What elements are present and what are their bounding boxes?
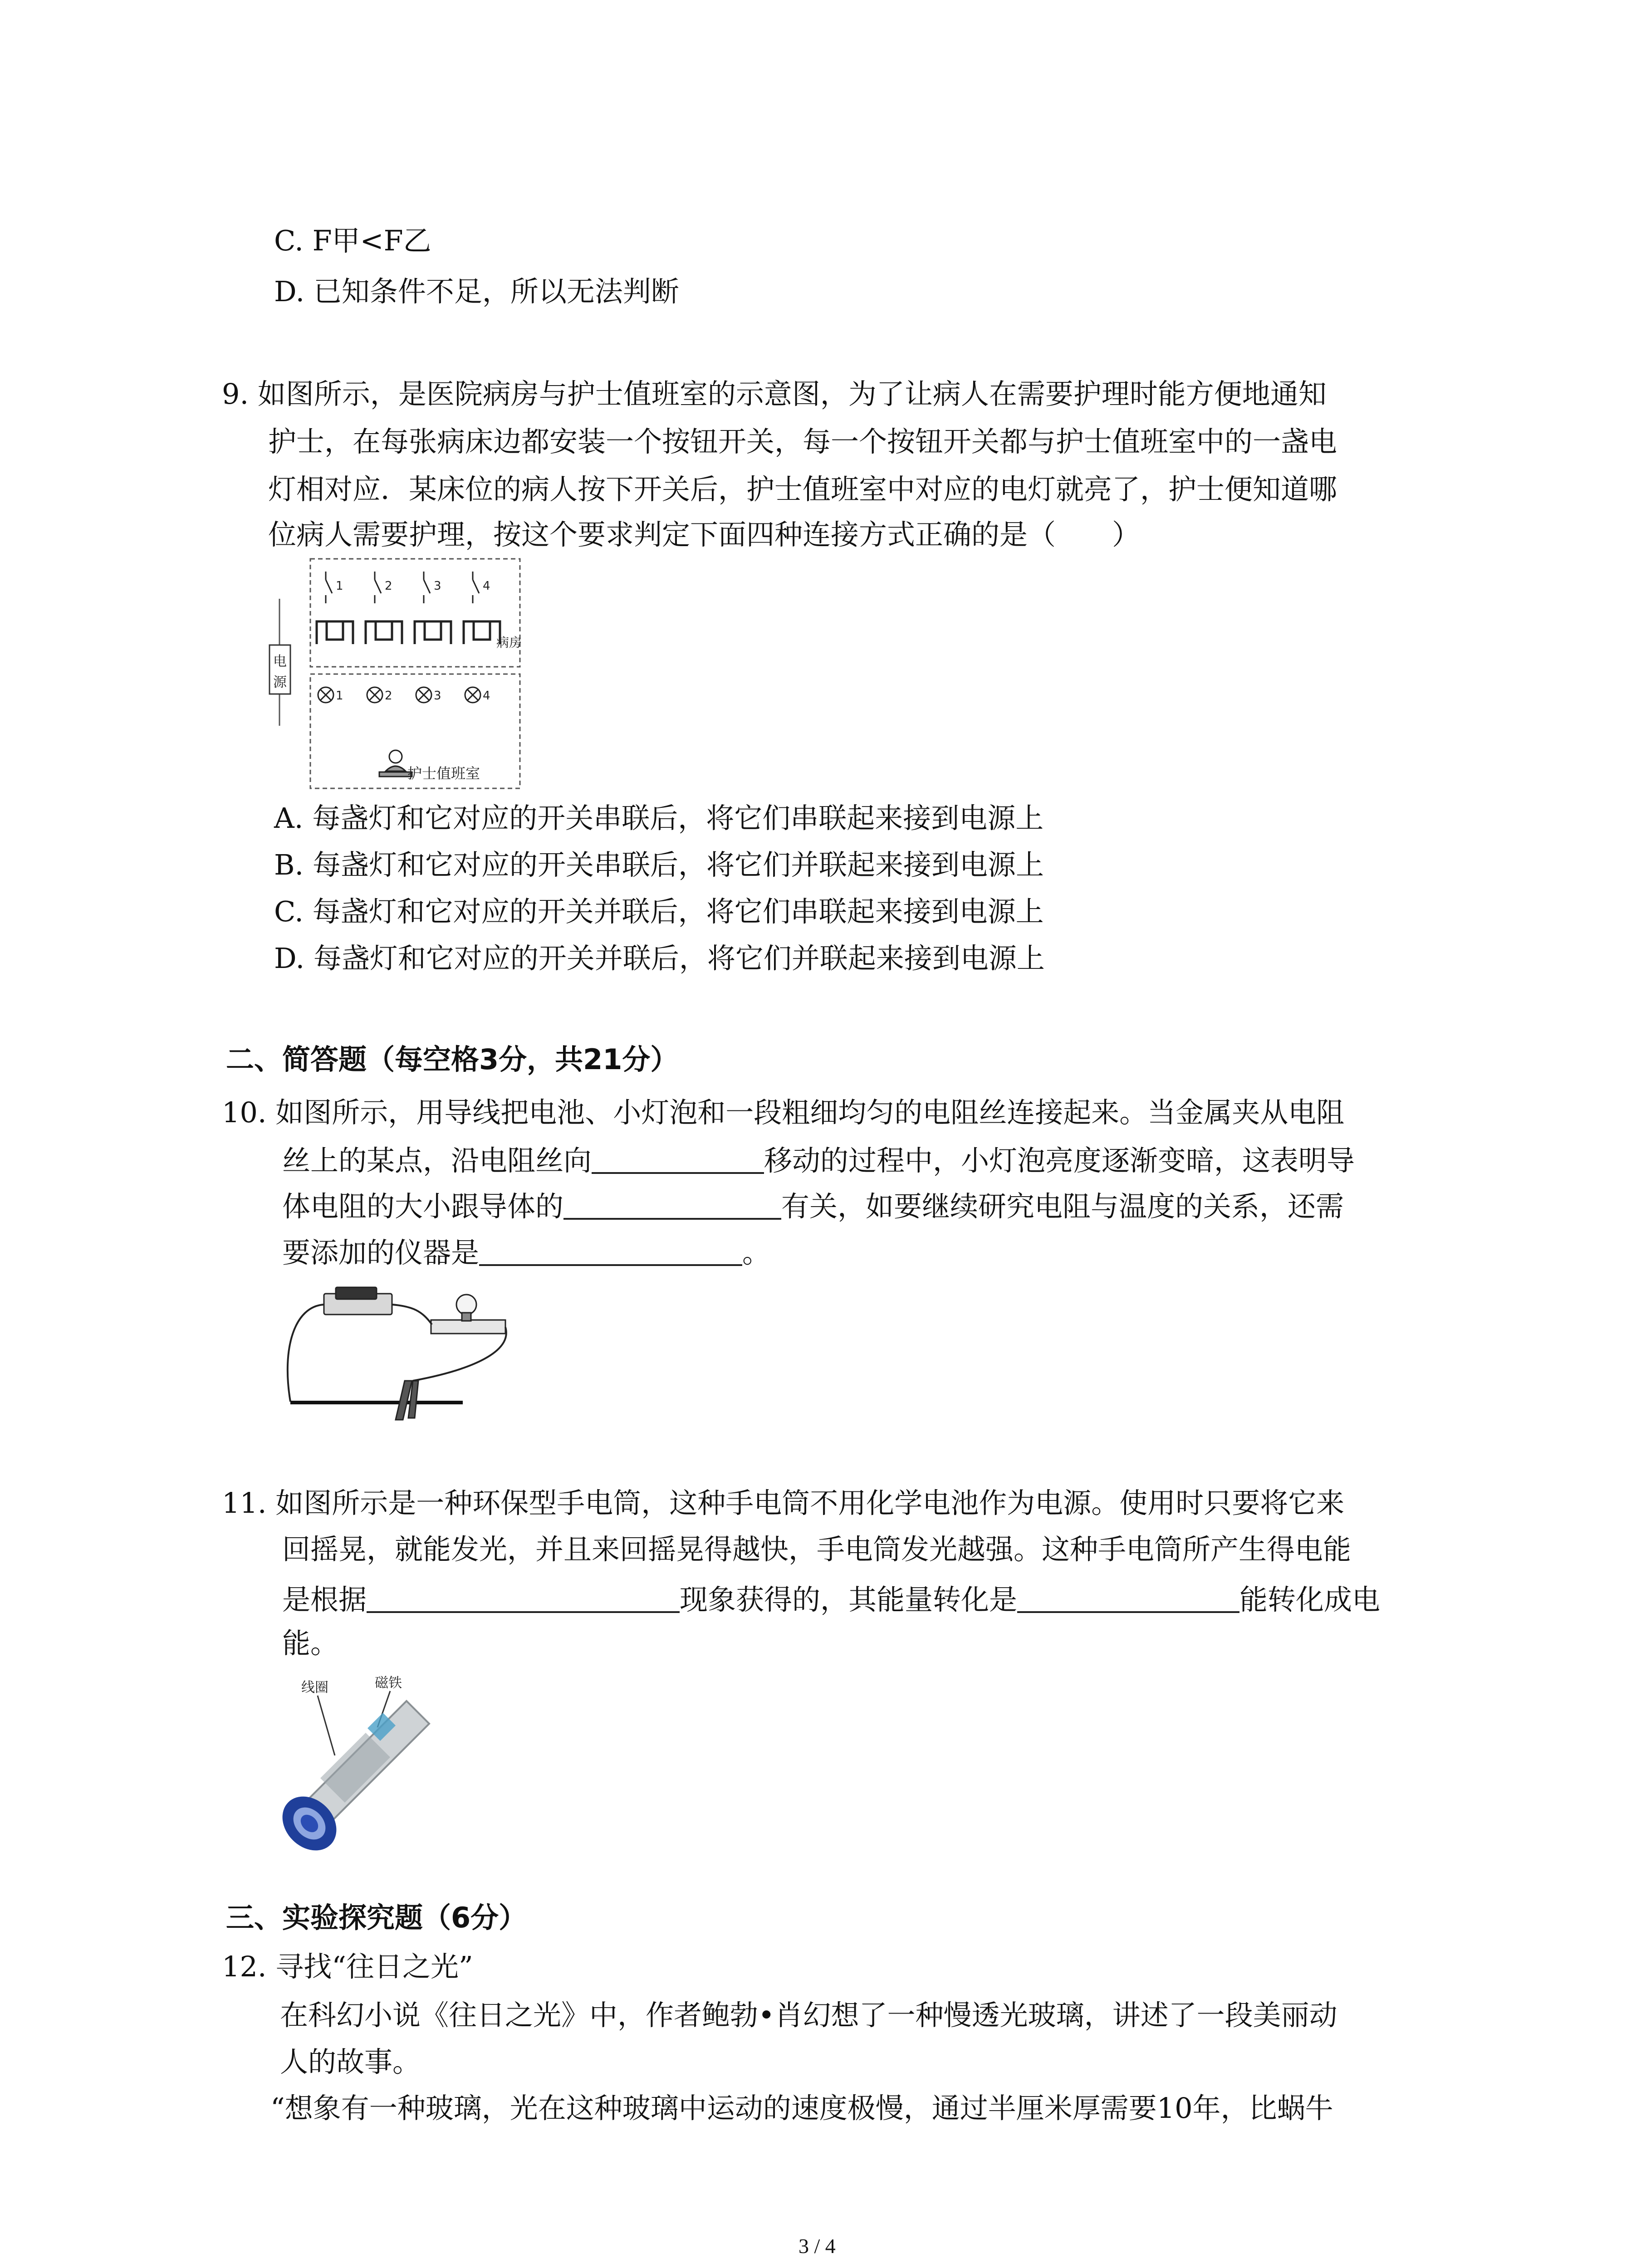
lamp-number-3: 3	[434, 689, 441, 703]
q11-stem-line2: 回摇晃，就能发光，并且来回摇晃得越快，手电筒发光越强。这种手电筒所产生得电能	[282, 1533, 1352, 1566]
q10-text-3a: 体电阻的大小跟导体的	[282, 1190, 564, 1223]
q12-stem-line4: “想象有一种玻璃，光在这种玻璃中运动的速度极慢，通过半厘米厚需要10年，比蜗牛	[270, 2092, 1333, 2125]
q10-stem-line2	[282, 1145, 1355, 1175]
q11-blank-2[interactable]	[1017, 1584, 1239, 1613]
q11-blank-1[interactable]	[367, 1584, 680, 1613]
q10-text-4b: 。	[742, 1236, 771, 1269]
q12-stem-line2: 在科幻小说《往日之光》中，作者鲍勃•肖幻想了一种慢透光玻璃，讲述了一段美丽动	[280, 1999, 1337, 2032]
q10-blank-3[interactable]	[479, 1237, 742, 1266]
q11-stem-line3	[282, 1584, 1380, 1614]
beds	[317, 621, 500, 644]
q9-option-a: A. 每盏灯和它对应的开关串联后，将它们串联起来接到电源上	[274, 802, 1044, 835]
lamp-number-1: 1	[336, 689, 343, 703]
q9-option-c: C. 每盏灯和它对应的开关并联后，将它们串联起来接到电源上	[274, 895, 1044, 928]
q9-stem-line3: 灯相对应．某床位的病人按下开关后，护士值班室中对应的电灯就亮了，护士便知道哪	[268, 473, 1337, 506]
lamp-number-2: 2	[385, 689, 392, 703]
q10-blank-2[interactable]	[563, 1191, 781, 1220]
q9-stem-line1: 9. 如图所示，是医院病房与护士值班室的示意图，为了让病人在需要护理时能方便地通知	[222, 377, 1327, 411]
q11-text-3b: 现象获得的，其能量转化是	[680, 1583, 1018, 1616]
q12-stem-line1: 12. 寻找“往日之光”	[222, 1950, 473, 1983]
coil-label: 线圈	[301, 1680, 328, 1696]
q11-text-3a: 是根据	[282, 1583, 367, 1616]
q10-circuit-figure	[277, 1284, 531, 1438]
section3-title: 三、实验探究题（6分）	[226, 1901, 527, 1934]
power-label-2: 源	[273, 675, 287, 690]
q9-option-b: B. 每盏灯和它对应的开关串联后，将它们并联起来接到电源上	[274, 848, 1044, 881]
q11-text-3c: 能转化成电	[1239, 1583, 1381, 1616]
q10-stem-line3	[282, 1191, 1344, 1221]
q11-flashlight-figure	[277, 1674, 449, 1864]
q10-text-2a: 丝上的某点，沿电阻丝向	[282, 1144, 592, 1177]
q11-stem-line1: 11. 如图所示是一种环保型手电筒，这种手电筒不用化学电池作为电源。使用时只要将它来	[222, 1486, 1345, 1520]
q11-stem-line4: 能。	[282, 1627, 339, 1660]
q10-stem-line4	[282, 1237, 770, 1267]
q10-blank-1[interactable]	[592, 1145, 764, 1174]
magnet-label: 磁铁	[375, 1675, 402, 1691]
q9-stem-line4: 位病人需要护理，按这个要求判定下面四种连接方式正确的是（ ）	[268, 518, 1141, 551]
page-number: 3 / 4	[798, 2234, 836, 2258]
battery-icon	[324, 1287, 392, 1315]
switches	[326, 572, 479, 603]
section2-title: 二、简答题（每空格3分，共21分）	[226, 1043, 679, 1076]
q12-stem-line3: 人的故事。	[280, 2045, 421, 2078]
connecting-wires	[288, 1305, 506, 1403]
metal-clip-icon	[396, 1381, 418, 1420]
q10-text-4a: 要添加的仪器是	[282, 1236, 480, 1269]
switch-number-2: 2	[385, 579, 392, 593]
q9-stem-line2: 护士，在每张病床边都安装一个按钮开关，每一个按钮开关都与护士值班室中的一盏电	[268, 425, 1337, 458]
ward-label: 病房	[496, 635, 522, 650]
switch-number-4: 4	[483, 579, 490, 593]
switch-number-1: 1	[336, 579, 343, 593]
bulb-icon	[431, 1295, 505, 1334]
switch-number-3: 3	[434, 579, 441, 593]
q10-text-3b: 有关，如要继续研究电阻与温度的关系，还需	[781, 1190, 1344, 1223]
q9-circuit-figure	[263, 558, 526, 794]
duty-room-label: 护士值班室	[407, 765, 480, 782]
q10-text-2b: 移动的过程中，小灯泡亮度逐渐变暗，这表明导	[764, 1144, 1355, 1177]
q8-option-c: C. F甲<F乙	[274, 224, 431, 257]
q10-stem-line1: 10. 如图所示，用导线把电池、小灯泡和一段粗细均匀的电阻丝连接起来。当金属夹从电阻	[222, 1096, 1345, 1129]
power-label-1: 电	[273, 654, 287, 670]
q9-option-d: D. 每盏灯和它对应的开关并联后，将它们并联起来接到电源上	[274, 942, 1045, 975]
flashlight-icon	[277, 1701, 429, 1861]
q8-option-d: D. 已知条件不足，所以无法判断	[274, 275, 679, 308]
lamp-number-4: 4	[483, 689, 490, 703]
